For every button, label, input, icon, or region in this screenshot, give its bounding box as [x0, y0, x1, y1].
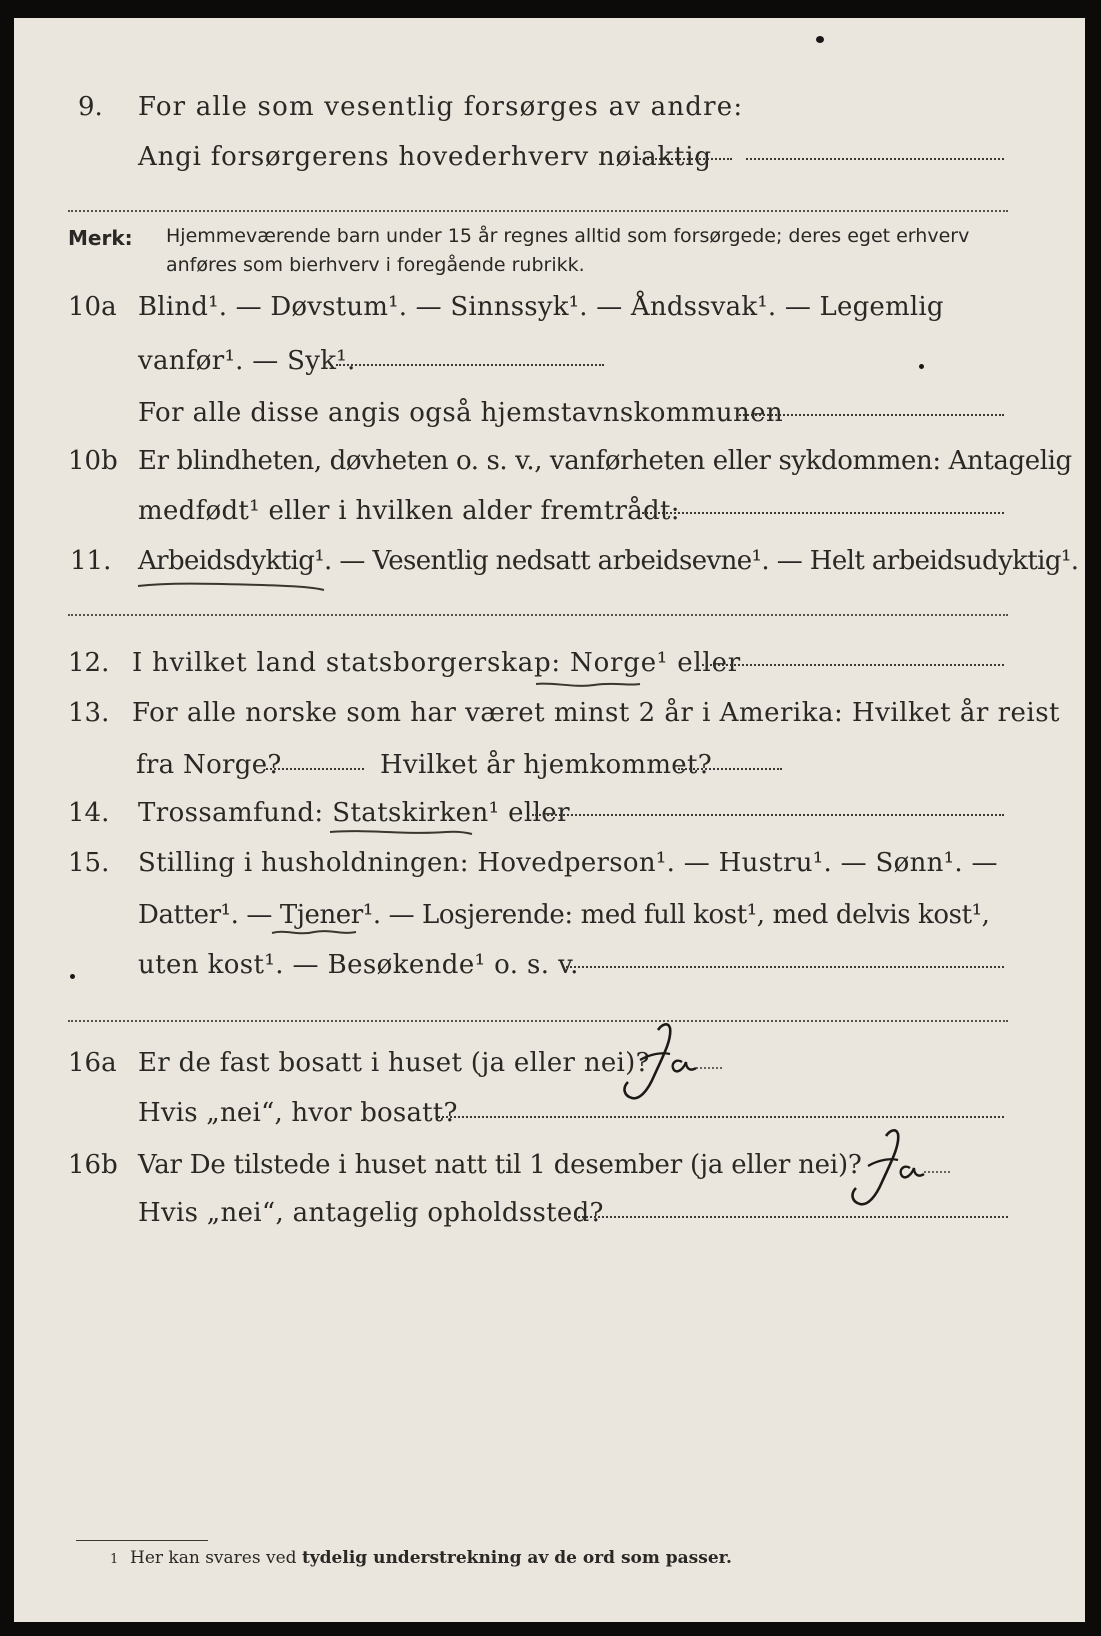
answer-line-q9 [636, 158, 732, 160]
merk-line2: anføres som bierhverv i foregående rubrikk. [166, 254, 585, 276]
q9-line2: Angi forsørgerens hovederhverv nøiaktig [138, 142, 712, 172]
footnote-text-plain: Her kan svares ved [130, 1548, 302, 1568]
answer-line-q16a [438, 1116, 1004, 1118]
answer-line-q10a [336, 364, 604, 366]
answer-line-q13-reist [266, 768, 364, 770]
answer-line-q14 [532, 814, 1004, 816]
q13-line2b: Hvilket år hjemkommet? [380, 750, 712, 780]
footnote-text [130, 1548, 732, 1568]
q10a-line3: For alle disse angis også hjemstavnskommunen [138, 398, 784, 428]
q13-line2a: fra Norge? [136, 750, 282, 780]
q10a-line2: vanfør¹. — Syk¹. [138, 346, 356, 376]
q15-line2: Datter¹. — Tjener¹. — Losjerende: med full kost¹, med delvis kost¹, [138, 900, 990, 930]
answer-line-q13-hjem [678, 768, 782, 770]
q10a-line1: Blind¹. — Døvstum¹. — Sinnssyk¹. — Åndssvak¹. — Legemlig [138, 292, 944, 322]
ink-speck [70, 974, 75, 979]
q10b-line2: medfødt¹ eller i hvilken alder fremtrådt: [138, 496, 680, 526]
q12-line1: I hvilket land statsborgerskap: Norge¹ eller [132, 648, 742, 678]
answer-line-q10a-home [736, 414, 1004, 416]
q14-line1: Trossamfund: Statskirken¹ eller [138, 798, 570, 828]
underline-arbeidsdyktig [132, 578, 332, 598]
question-number-16b: 16b [68, 1150, 118, 1180]
underline-statskirken [326, 826, 476, 840]
q15-line1: Stilling i husholdningen: Hovedperson¹. — Hustru¹. — Sønn¹. — [138, 848, 998, 878]
q11-line1: Arbeidsdyktig¹. — Vesentlig nedsatt arbeidsevne¹. — Helt arbeidsudyktig¹. [138, 546, 1079, 576]
question-number-11: 11. [70, 546, 112, 576]
question-number-12: 12. [68, 648, 110, 678]
q9-line1: For alle som vesentlig forsørges av andre: [138, 92, 744, 122]
answer-line-q16b [574, 1216, 1008, 1218]
q16a-line1: Er de fast bosatt i huset (ja eller nei)? [138, 1048, 650, 1078]
q16a-line2: Hvis „nei“, hvor bosatt? [138, 1098, 458, 1128]
answer-line-q10b [638, 512, 1004, 514]
section-divider [68, 1020, 1008, 1022]
census-form-page [14, 18, 1085, 1622]
handwritten-answer-ja-16a [610, 1018, 720, 1108]
merk-line1: Hjemmeværende barn under 15 år regnes alltid som forsørgede; deres eget erhverv [166, 225, 970, 247]
footnote-mark: 1 [110, 1552, 119, 1567]
section-divider [68, 614, 1008, 616]
question-number-14: 14. [68, 798, 110, 828]
q16b-line2: Hvis „nei“, antagelig opholdssted? [138, 1198, 604, 1228]
q15-line3: uten kost¹. — Besøkende¹ o. s. v. [138, 950, 579, 980]
footnote-rule [76, 1540, 208, 1541]
q16b-line1: Var De tilstede i huset natt til 1 desember (ja eller nei)? [138, 1150, 862, 1180]
question-number-16a: 16a [68, 1048, 117, 1078]
underline-norge [534, 678, 644, 692]
ink-speck [919, 364, 924, 369]
answer-line-q15 [566, 966, 1004, 968]
question-number-15: 15. [68, 848, 110, 878]
handwritten-answer-ja-16b [834, 1124, 964, 1214]
answer-line-q9b [746, 158, 1004, 160]
q13-line1: For alle norske som har været minst 2 år i Amerika: Hvilket år reist [132, 698, 1060, 728]
ink-speck [816, 36, 824, 43]
question-number-10a: 10a [68, 292, 117, 322]
footnote-text-bold: tydelig understrekning av de ord som passer. [301, 1548, 732, 1568]
answer-line-q12 [702, 664, 1004, 666]
question-number-10b: 10b [68, 446, 118, 476]
underline-tjener [270, 926, 360, 940]
question-number-9: 9. [78, 92, 103, 122]
section-divider [68, 210, 1008, 212]
q10b-line1: Er blindheten, døvheten o. s. v., vanførheten eller sykdommen: Antagelig [138, 446, 1072, 476]
merk-label: Merk: [68, 226, 133, 250]
question-number-13: 13. [68, 698, 110, 728]
